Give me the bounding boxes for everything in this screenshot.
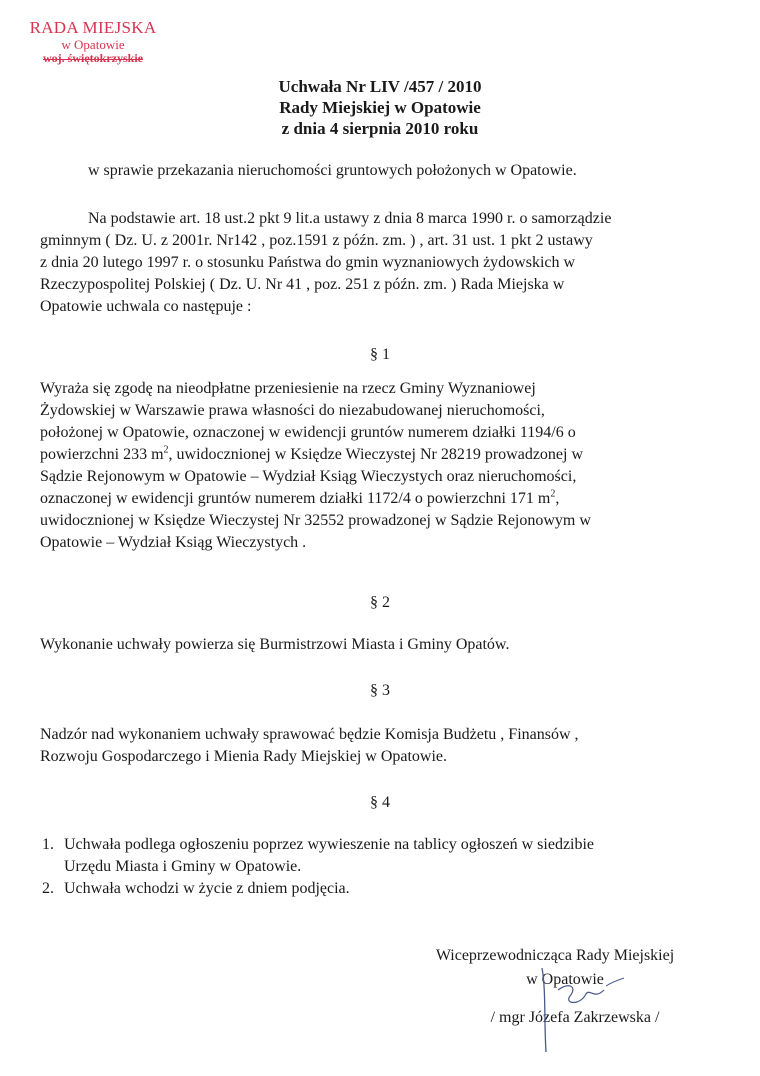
preamble-line: gminnym ( Dz. U. z 2001r. Nr142 , poz.1591 z późn. zm. ) , art. 31 ust. 1 pkt 2 ustawy [40,232,593,249]
area-unit-superscript: 2 [163,444,169,456]
list-item-number: 1. [42,836,54,853]
stamp-line-1: RADA MIEJSKA [29,18,157,37]
preamble [40,208,720,318]
section-2-title: § 2 [370,594,390,611]
signatory-location: w Opatowie [526,971,604,988]
list-item-line: Uchwała podlega ogłoszeniu poprzez wywieszenie na tablicy ogłoszeń w siedzibie [64,836,595,853]
section-3-body [40,724,720,768]
stamp-line-2: w Opatowie [61,36,125,52]
resolution-council: Rady Miejskiej w Opatowie [279,98,481,117]
council-stamp [18,18,168,66]
section-1-line [40,444,720,466]
list-item-line: Urzędu Miasta i Gminy w Opatowie. [64,858,302,875]
section-1-line: Opatowie – Wydział Ksiąg Wieczystych . [40,534,307,551]
section-1-line: uwidocznionej w Księdze Wieczystej Nr 32552 prowadzonej w Sądzie Rejonowym w [40,512,591,529]
list-item-number: 2. [42,880,54,897]
section-3-line: Nadzór nad wykonaniem uchwały sprawować będzie Komisja Budżetu , Finansów , [40,726,579,743]
preamble-line: Opatowie uchwala co następuje : [40,298,252,315]
section-1-line: Żydowskiej w Warszawie prawa własności do niezabudowanej nieruchomości, [40,402,545,419]
area-text: oznaczonej w ewidencji gruntów numerem działki 1172/4 o powierzchni 171 m [40,490,551,507]
preamble-line: Rzeczypospolitej Polskiej ( Dz. U. Nr 41 , poz. 251 z późn. zm. ) Rada Miejska w [40,276,565,293]
area-text-cont: , [555,490,560,507]
stamp-line-3: woj. świętokrzyskie [43,51,143,66]
area-unit-superscript: 2 [550,488,556,500]
resolution-date: z dnia 4 sierpnia 2010 roku [281,119,479,138]
signatory-name: / mgr Józefa Zakrzewska / [490,1009,660,1026]
preamble-line: Na podstawie art. 18 ust.2 pkt 9 lit.a ustawy z dnia 8 marca 1990 r. o samorządzie [88,210,612,227]
section-1-line: położonej w Opatowie, oznaczonej w ewidencji gruntów numerem działki 1194/6 o [40,424,576,441]
resolution-number: Uchwała Nr LIV /457 / 2010 [278,77,482,96]
section-4-list [42,834,722,900]
section-1-title: § 1 [370,346,390,363]
section-3-title: § 3 [370,682,390,699]
list-item-line: Uchwała wchodzi w życie z dniem podjęcia. [64,880,350,897]
section-3-line: Rozwoju Gospodarczego i Mienia Rady Miejskiej w Opatowie. [40,748,448,765]
list-item [42,878,722,900]
section-1-line: Sądzie Rejonowym w Opatowie – Wydział Ksiąg Wieczystych oraz nieruchomości, [40,468,577,485]
resolution-heading [0,76,760,139]
handwritten-signature [520,960,640,1060]
signatory-title: Wiceprzewodnicząca Rady Miejskiej [435,947,675,964]
section-1-line: Wyraża się zgodę na nieodpłatne przeniesienie na rzecz Gminy Wyznaniowej [40,380,536,397]
resolution-subject: w sprawie przekazania nieruchomości gruntowych położonych w Opatowie. [88,162,577,179]
area-text-cont: , uwidocznionej w Księdze Wieczystej Nr 28219 prowadzonej w [168,446,584,463]
section-1-line [40,488,720,510]
area-text: powierzchni 233 m [40,446,164,463]
section-2-body: Wykonanie uchwały powierza się Burmistrzowi Miasta i Gminy Opatów. [40,636,510,653]
list-item [42,834,722,878]
section-4-title: § 4 [370,794,390,811]
preamble-line: z dnia 20 lutego 1997 r. o stosunku Państwa do gmin wyznaniowych żydowskich w [40,254,576,271]
section-1-body [40,378,720,554]
